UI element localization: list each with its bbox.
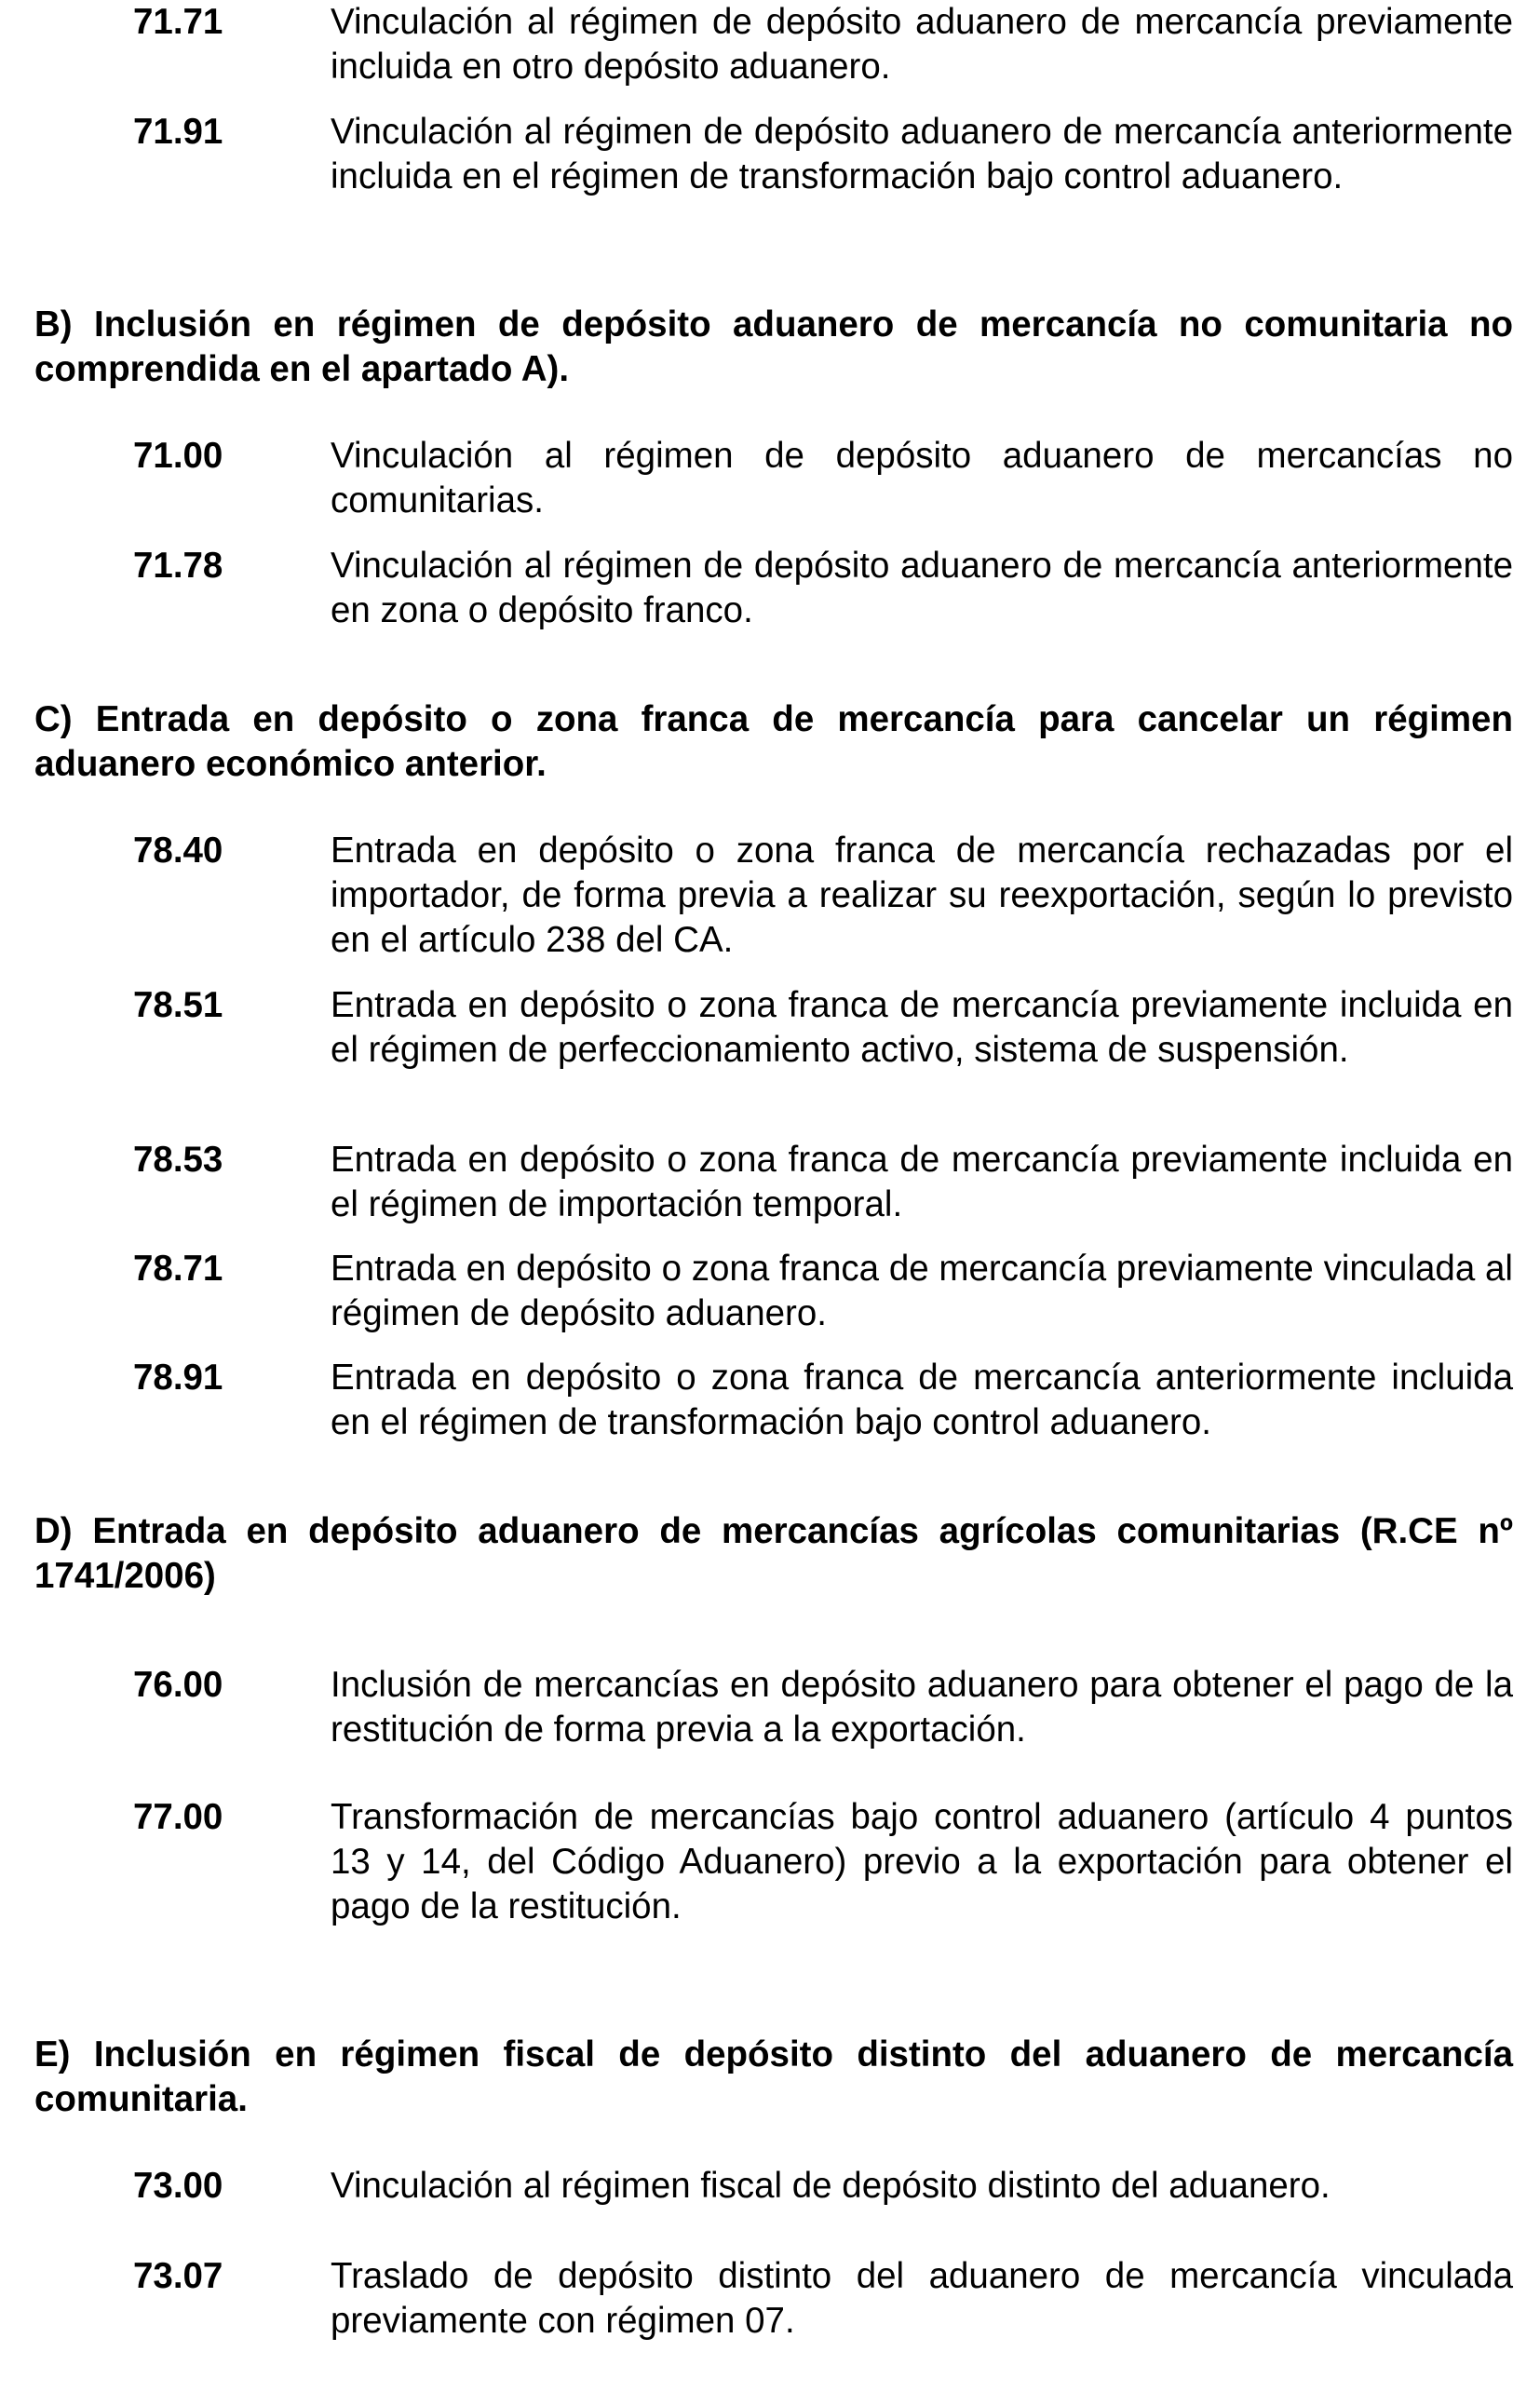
- item-code: 78.53: [133, 1140, 223, 1180]
- section-heading: C) Entrada en depósito o zona franca de mercancía para cancelar un régimen aduanero económico anterior.: [34, 699, 1513, 784]
- item-code: 71.91: [133, 112, 223, 152]
- item-code: 78.40: [133, 831, 223, 871]
- item-code: 78.71: [133, 1249, 223, 1289]
- item-description: Entrada en depósito o zona franca de mercancía anteriormente incluida en el régimen de transformación bajo control aduanero.: [331, 1358, 1513, 1442]
- item-description: Entrada en depósito o zona franca de mercancía previamente vinculada al régimen de depósito aduanero.: [331, 1249, 1513, 1333]
- item-description: Entrada en depósito o zona franca de mercancía previamente incluida en el régimen de perfeccionamiento activo, sistema de suspensión.: [331, 985, 1513, 1070]
- item-description: Entrada en depósito o zona franca de mercancía previamente incluida en el régimen de importación temporal.: [331, 1140, 1513, 1224]
- item-description: Vinculación al régimen de depósito aduanero de mercancía previamente incluida en otro depósito aduanero.: [331, 2, 1513, 87]
- item-description: Transformación de mercancías bajo control aduanero (artículo 4 puntos 13 y 14, del Código Aduanero) previo a la exportación para obtener el pago de la restitución.: [331, 1797, 1513, 1926]
- item-code: 71.00: [133, 436, 223, 476]
- item-code: 73.00: [133, 2166, 223, 2206]
- item-description: Vinculación al régimen de depósito aduanero de mercancías no comunitarias.: [331, 436, 1513, 520]
- item-description: Vinculación al régimen de depósito aduanero de mercancía anteriormente en zona o depósito franco.: [331, 546, 1513, 630]
- item-code: 76.00: [133, 1665, 223, 1705]
- item-description: Vinculación al régimen de depósito aduanero de mercancía anteriormente incluida en el régimen de transformación bajo control aduanero.: [331, 112, 1513, 196]
- item-code: 71.71: [133, 2, 223, 42]
- item-code: 78.51: [133, 985, 223, 1025]
- section-heading: B) Inclusión en régimen de depósito aduanero de mercancía no comunitaria no comprendida en el apartado A).: [34, 304, 1513, 389]
- item-description: Entrada en depósito o zona franca de mercancía rechazadas por el importador, de forma previa a realizar su reexportación, según lo previsto en el artículo 238 del CA.: [331, 831, 1513, 960]
- item-description: Vinculación al régimen fiscal de depósito distinto del aduanero.: [331, 2166, 1331, 2206]
- item-code: 71.78: [133, 546, 223, 586]
- section-heading: E) Inclusión en régimen fiscal de depósito distinto del aduanero de mercancía comunitaria.: [34, 2034, 1513, 2119]
- item-description: Traslado de depósito distinto del aduanero de mercancía vinculada previamente con régimen 07.: [331, 2256, 1513, 2341]
- item-code: 73.07: [133, 2256, 223, 2296]
- item-description: Inclusión de mercancías en depósito aduanero para obtener el pago de la restitución de forma previa a la exportación.: [331, 1665, 1513, 1750]
- item-code: 77.00: [133, 1797, 223, 1837]
- section-heading: D) Entrada en depósito aduanero de mercancías agrícolas comunitarias (R.CE nº 1741/2006): [34, 1511, 1513, 1596]
- item-code: 78.91: [133, 1358, 223, 1398]
